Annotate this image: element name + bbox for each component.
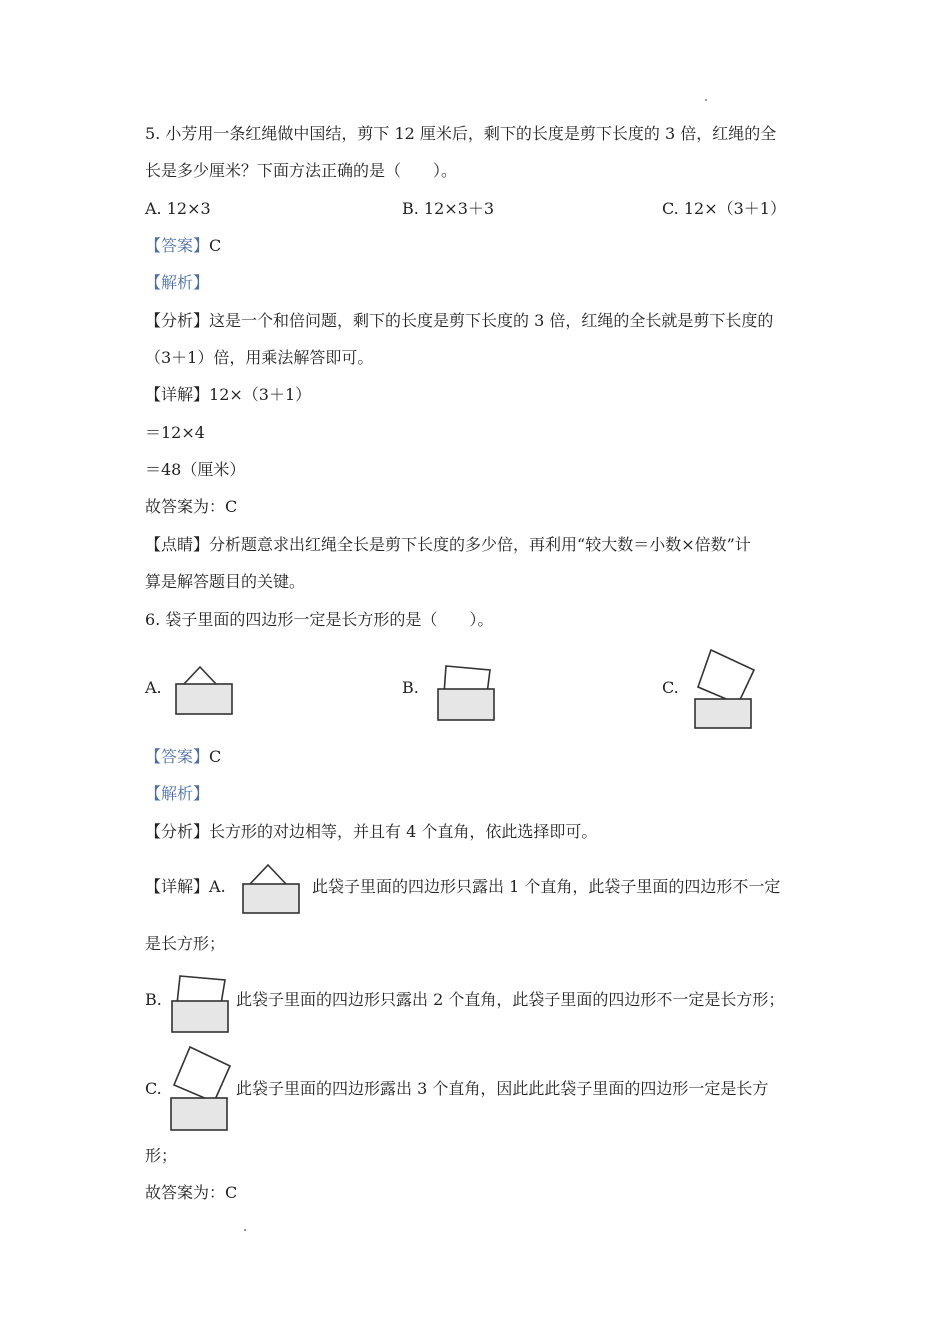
fenxi-tag: 【分析】 xyxy=(145,311,210,330)
detail-tag: 【详解】 xyxy=(145,877,210,896)
answer-tag: 【答案】 xyxy=(145,236,210,255)
q6-conclusion: 故答案为：C xyxy=(145,1183,238,1202)
q5-stem-line-2: 长是多少厘米？下面方法正确的是（ ）。 xyxy=(145,161,458,180)
q5-tip-line-1 xyxy=(145,535,751,555)
tip-tag: 【点睛】 xyxy=(145,535,210,554)
q6-detail-c-line-1: 此袋子里面的四边形露出 3 个直角，因此此此袋子里面的四边形一定是长方 xyxy=(236,1079,769,1098)
q6-detail-a-line-2: 是长方形； xyxy=(145,934,226,953)
tilted-square-bag-icon xyxy=(168,1044,234,1132)
answer-value: C xyxy=(209,747,222,766)
q6-stem: 6. 袋子里面的四边形一定是长方形的是（ ）。 xyxy=(145,610,494,629)
q6-option-b-label: B. xyxy=(402,678,419,697)
fenxi-text: 长方形的对边相等，并且有 4 个直角，依此选择即可。 xyxy=(209,822,598,841)
q5-option-a: A. 12×3 xyxy=(145,199,211,218)
q6-detail-a-line-1: 此袋子里面的四边形只露出 1 个直角，此袋子里面的四边形不一定 xyxy=(312,877,781,896)
answer-tag: 【答案】 xyxy=(145,747,210,766)
q6-detail-b-label: B. xyxy=(145,990,162,1009)
page-dot-bottom xyxy=(244,1229,246,1231)
detail-a-label: A. xyxy=(209,877,226,896)
q5-fenxi-line-2: （3＋1）倍，用乘法解答即可。 xyxy=(145,348,374,367)
q6-detail-b-text: 此袋子里面的四边形只露出 2 个直角，此袋子里面的四边形不一定是长方形； xyxy=(236,990,785,1009)
q6-detail-c-line-2: 形； xyxy=(145,1146,178,1165)
q5-conclusion: 故答案为：C xyxy=(145,497,238,516)
q5-analysis-tag: 【解析】 xyxy=(145,273,210,292)
q5-tip-line-2: 算是解答题目的关键。 xyxy=(145,572,306,591)
triangle-peak-bag-icon xyxy=(240,862,302,916)
q6-answer xyxy=(145,747,221,767)
q6-option-c-label: C. xyxy=(662,678,679,697)
fenxi-tag: 【分析】 xyxy=(145,822,210,841)
triangle-peak-bag-icon xyxy=(174,664,234,716)
q5-option-b: B. 12×3＋3 xyxy=(402,199,495,218)
page-dot-top xyxy=(705,99,707,101)
detail-tag: 【详解】 xyxy=(145,385,210,404)
q6-detail-c-label: C. xyxy=(145,1079,162,1098)
q6-fenxi xyxy=(145,822,597,842)
detail-text: 12×（3＋1） xyxy=(209,385,312,404)
q5-fenxi-line-1 xyxy=(145,311,773,331)
tilted-quad-bag-icon xyxy=(169,974,231,1034)
answer-value: C xyxy=(209,236,222,255)
tilted-quad-bag-icon xyxy=(436,664,496,722)
q6-analysis-tag: 【解析】 xyxy=(145,784,210,803)
q5-stem-line-1: 5. 小芳用一条红绳做中国结，剪下 12 厘米后，剩下的长度是剪下长度的 3 倍，红绳的全 xyxy=(145,124,777,143)
fenxi-text: 这是一个和倍问题，剩下的长度是剪下长度的 3 倍，红绳的全长就是剪下长度的 xyxy=(209,311,774,330)
q6-detail-a-prefix xyxy=(145,877,226,897)
q5-detail-line-3: ＝48（厘米） xyxy=(145,460,246,479)
q5-answer xyxy=(145,236,221,256)
q5-detail-line-2: ＝12×4 xyxy=(145,423,205,442)
tilted-square-bag-icon xyxy=(693,646,755,730)
q6-option-a-label: A. xyxy=(145,678,162,697)
tip-text: 分析题意求出红绳全长是剪下长度的多少倍，再利用“较大数＝小数×倍数”计 xyxy=(209,535,751,554)
q5-option-c: C. 12×（3＋1） xyxy=(662,199,786,218)
q5-detail-line-1 xyxy=(145,385,311,405)
